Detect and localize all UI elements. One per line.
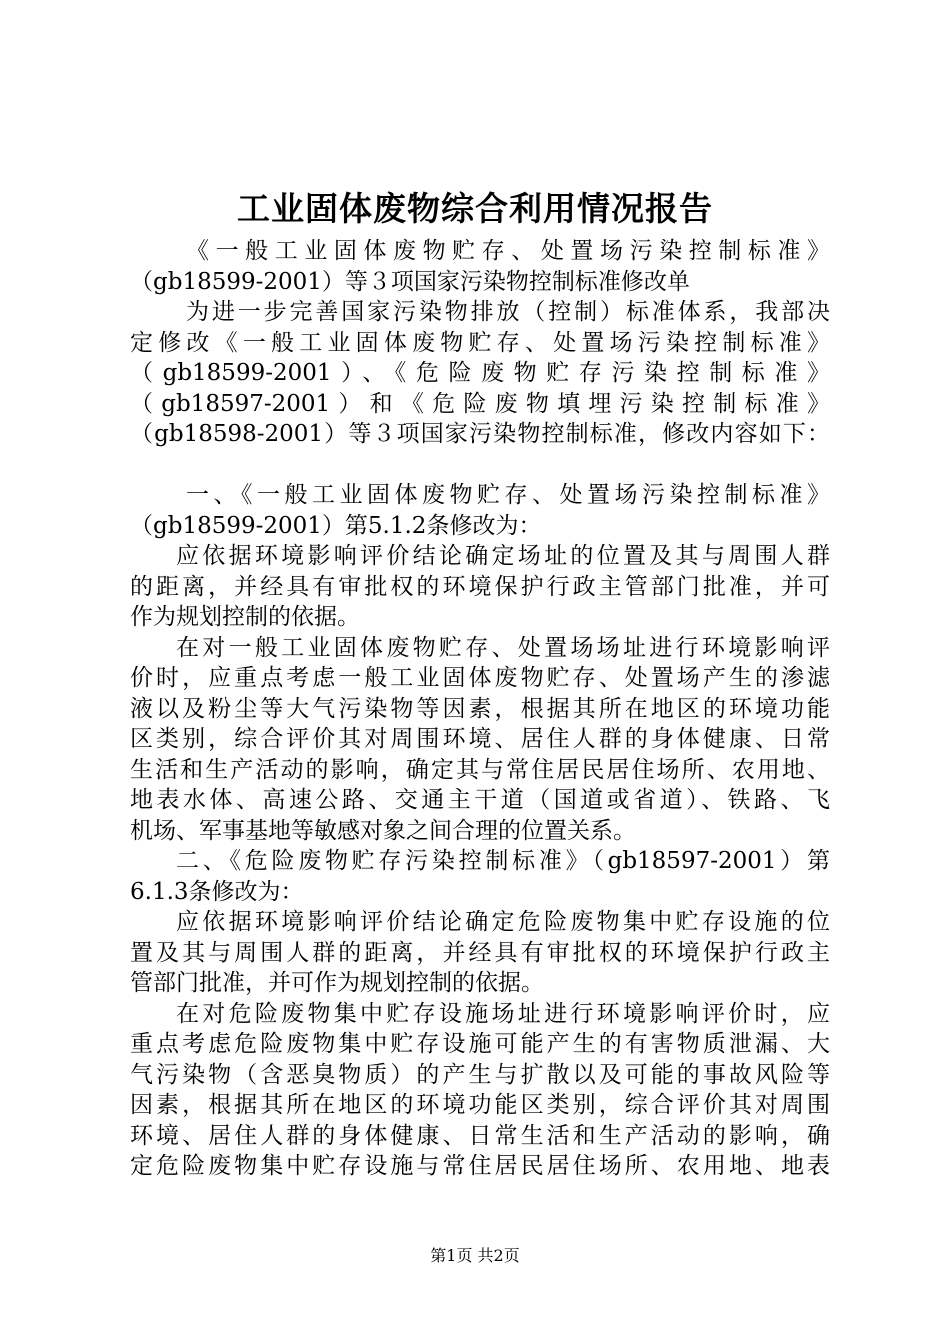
text-line: 地表水体、高速公路、交通主干道（国道或省道）、铁路、飞 bbox=[130, 787, 830, 813]
text-line: 应依据环境影响评价结论确定危险废物集中贮存设施的位 bbox=[176, 909, 830, 935]
text-line: 价时，应重点考虑一般工业固体废物贮存、处置场产生的渗滤 bbox=[130, 665, 830, 691]
blank-line bbox=[130, 450, 830, 481]
document-body bbox=[130, 236, 830, 1182]
page-number-footer: 第1页 共2页 bbox=[430, 1246, 520, 1265]
text-line: 6.1.3条修改为： bbox=[130, 878, 304, 905]
text-line: 的距离，并经具有审批权的环境保护行政主管部门批准，并可 bbox=[130, 573, 830, 600]
text-line: 因素，根据其所在地区的环境功能区类别，综合评价其对周围 bbox=[130, 1092, 830, 1118]
text-line: 环境、居住人群的身体健康、日常生活和生产活动的影响，确 bbox=[130, 1122, 830, 1149]
text-line: （gb18599-2001）第5.1.2条修改为： bbox=[130, 512, 542, 539]
text-line: （gb18597-2001）和《危险废物填埋污染控制标准》 bbox=[130, 390, 830, 417]
text-line: 机场、军事基地等敏感对象之间合理的位置关系。 bbox=[130, 817, 636, 844]
text-line: 一、《一般工业固体废物贮存、处置场污染控制标准》 bbox=[186, 482, 830, 508]
text-line: 在对一般工业固体废物贮存、处置场场址进行环境影响评 bbox=[176, 634, 830, 661]
text-line: 在对危险废物集中贮存设施场址进行环境影响评价时，应 bbox=[176, 1000, 830, 1027]
text-line: 应依据环境影响评价结论确定场址的位置及其与周围人群 bbox=[176, 543, 830, 569]
text-line: 重点考虑危险废物集中贮存设施可能产生的有害物质泄漏、大 bbox=[130, 1031, 830, 1057]
text-line: 置及其与周围人群的距离，并经具有审批权的环境保护行政主 bbox=[130, 939, 830, 966]
text-line: 定危险废物集中贮存设施与常住居民居住场所、农用地、地表 bbox=[130, 1153, 830, 1179]
page-title: 工业固体废物综合利用情况报告 bbox=[237, 189, 713, 228]
text-line: 定修改《一般工业固体废物贮存、处置场污染控制标准》 bbox=[130, 329, 830, 356]
text-line: 作为规划控制的依据。 bbox=[130, 604, 360, 630]
text-line: （gb18598-2001）等３项国家污染物控制标准，修改内容如下： bbox=[130, 421, 830, 447]
text-line: （gb18599-2001）等３项国家污染物控制标准修改单 bbox=[130, 268, 690, 295]
text-line: 为进一步完善国家污染物排放（控制）标准体系，我部决 bbox=[186, 299, 830, 325]
text-line: 《一般工业固体废物贮存、处置场污染控制标准》 bbox=[186, 238, 830, 264]
text-line: 液以及粉尘等大气污染物等因素，根据其所在地区的环境功能 bbox=[130, 695, 830, 722]
text-line: 生活和生产活动的影响，确定其与常住居民居住场所、农用地、 bbox=[130, 756, 830, 783]
text-line: （gb18599-2001）、《危险废物贮存污染控制标准》 bbox=[130, 360, 830, 386]
text-line: 管部门批准，并可作为规划控制的依据。 bbox=[130, 970, 544, 996]
text-line: 二、《危险废物贮存污染控制标准》（gb18597-2001）第 bbox=[176, 848, 830, 874]
text-line: 区类别，综合评价其对周围环境、居住人群的身体健康、日常 bbox=[130, 726, 830, 752]
text-line: 气污染物（含恶臭物质）的产生与扩散以及可能的事故风险等 bbox=[130, 1061, 830, 1088]
